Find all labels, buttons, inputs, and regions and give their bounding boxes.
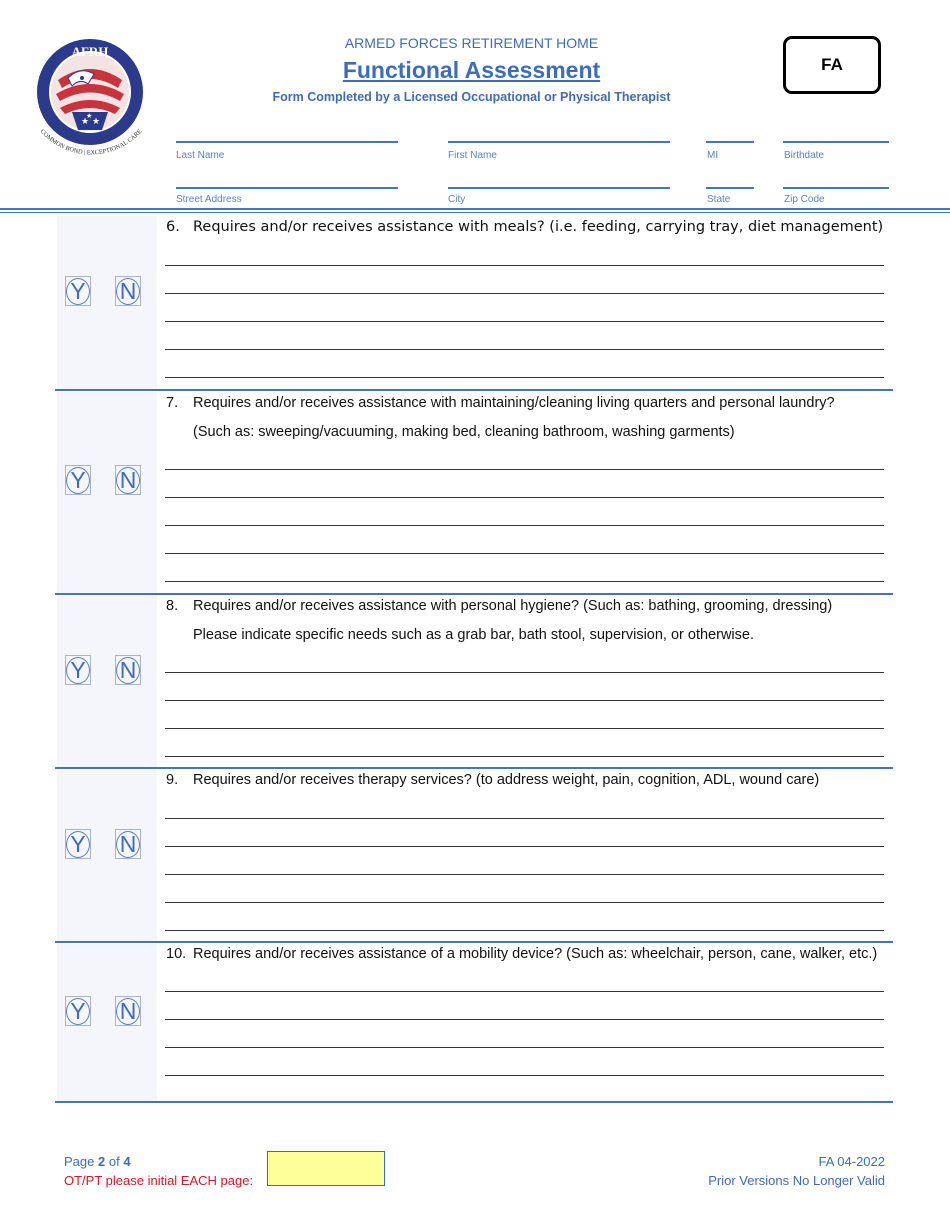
q7-answer-line[interactable] — [165, 497, 884, 498]
first-name-field[interactable] — [448, 141, 670, 143]
q8-text: 8. Requires and/or receives assistance with personal hygiene? (Such as: bathing, grooming, dressing) — [166, 598, 833, 614]
birthdate-label: Birthdate — [784, 150, 825, 161]
q7-text: 7. Requires and/or receives assistance with maintaining/cleaning living quarters and personal laundry? — [166, 395, 835, 411]
q10-answer-line[interactable] — [165, 1075, 884, 1076]
q8-no-option[interactable]: N — [115, 655, 141, 685]
last-name-field[interactable] — [176, 141, 398, 143]
last-name-label: Last Name — [176, 150, 225, 161]
logo-acronym: AFRH — [71, 44, 109, 59]
q10-no-option[interactable]: N — [115, 996, 141, 1026]
initial-prompt: OT/PT please initial EACH page: — [64, 1173, 254, 1188]
section-divider — [55, 1101, 893, 1103]
first-name-label: First Name — [448, 150, 497, 161]
city-field[interactable] — [448, 187, 670, 189]
q7-subtext: (Such as: sweeping/vacuuming, making bed, cleaning bathroom, washing garments) — [193, 424, 735, 440]
q10-text: 10. Requires and/or receives assistance of a mobility device? (Such as: wheelchair, person, cane, walker, etc.) — [166, 946, 878, 962]
q9-answer-line[interactable] — [165, 930, 884, 931]
q10-answer-line[interactable] — [165, 1019, 884, 1020]
q8-answer-line[interactable] — [165, 728, 884, 729]
q10-yes-option[interactable]: Y — [65, 996, 91, 1026]
street-address-label: Street Address — [176, 194, 242, 205]
org-name: ARMED FORCES RETIREMENT HOME — [344, 35, 599, 51]
mi-field[interactable] — [706, 141, 754, 143]
initials-input[interactable] — [267, 1151, 385, 1186]
q8-subtext: Please indicate specific needs such as a grab bar, bath stool, supervision, or otherwise. — [193, 627, 754, 643]
q7-yes-option[interactable]: Y — [65, 465, 91, 495]
q9-text: 9. Requires and/or receives therapy services? (to address weight, pain, cognition, ADL, wound care) — [166, 772, 820, 788]
q9-answer-line[interactable] — [165, 874, 884, 875]
state-label: State — [707, 194, 731, 205]
form-code-box — [783, 36, 881, 94]
q10-answer-line[interactable] — [165, 1047, 884, 1048]
version-notice: Prior Versions No Longer Valid — [708, 1173, 885, 1188]
page-title: Functional Assessment — [342, 57, 601, 83]
svg-text:★: ★ — [92, 116, 101, 126]
q7-answer-line[interactable] — [165, 553, 884, 554]
section-divider — [55, 389, 893, 391]
q6-answer-line[interactable] — [165, 377, 884, 378]
q9-answer-line[interactable] — [165, 902, 884, 903]
svg-text:★: ★ — [81, 116, 90, 126]
street-address-field[interactable] — [176, 187, 398, 189]
q8-answer-line[interactable] — [165, 672, 884, 673]
q10-answer-line[interactable] — [165, 991, 884, 992]
q6-answer-line[interactable] — [165, 321, 884, 322]
zip-code-label: Zip Code — [784, 194, 825, 205]
section-divider — [55, 767, 893, 769]
logo-motto: COMMON BOND | EXCEPTIONAL CARE — [38, 128, 144, 157]
zip-code-field[interactable] — [783, 187, 889, 189]
q7-answer-line[interactable] — [165, 525, 884, 526]
svg-text:★: ★ — [86, 113, 93, 120]
q8-answer-line[interactable] — [165, 700, 884, 701]
q6-answer-line[interactable] — [165, 349, 884, 350]
q9-answer-line[interactable] — [165, 818, 884, 819]
q7-answer-line[interactable] — [165, 469, 884, 470]
mi-label: MI — [707, 150, 719, 161]
form-subtitle: Form Completed by a Licensed Occupational or Physical Therapist — [272, 90, 671, 104]
q7-answer-line[interactable] — [165, 581, 884, 582]
q6-answer-line[interactable] — [165, 265, 884, 266]
city-label: City — [448, 194, 466, 205]
state-field[interactable] — [706, 187, 754, 189]
q6-answer-line[interactable] — [165, 293, 884, 294]
form-version: FA 04-2022 — [818, 1154, 885, 1169]
q6-yes-option[interactable]: Y — [65, 276, 91, 306]
q9-yes-option[interactable]: Y — [65, 829, 91, 859]
q9-answer-line[interactable] — [165, 846, 884, 847]
q8-answer-line[interactable] — [165, 756, 884, 757]
header-divider — [0, 208, 950, 210]
q9-no-option[interactable]: N — [115, 829, 141, 859]
header-divider-thin — [0, 212, 950, 213]
section-divider — [55, 941, 893, 943]
birthdate-field[interactable] — [783, 141, 889, 143]
section-divider — [55, 593, 893, 595]
q6-no-option[interactable]: N — [115, 276, 141, 306]
form-code: FA — [821, 55, 843, 74]
q7-no-option[interactable]: N — [115, 465, 141, 495]
q6-text: 6. Requires and/or receives assistance with meals? (i.e. feeding, carrying tray, diet management) — [166, 219, 884, 235]
q8-yes-option[interactable]: Y — [65, 655, 91, 685]
page-indicator: Page 2 of 4 — [64, 1154, 131, 1169]
